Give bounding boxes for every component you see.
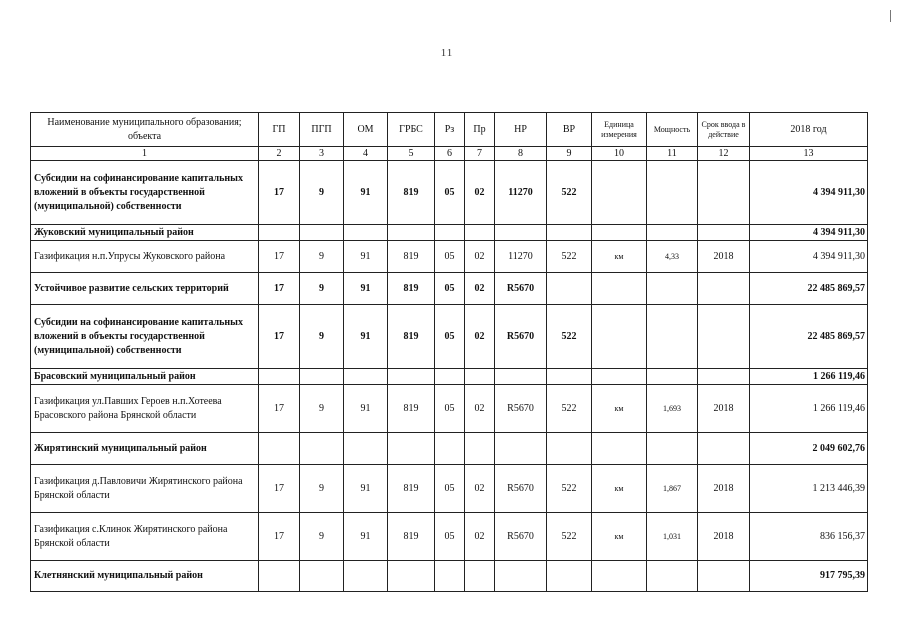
column-header: НР xyxy=(495,113,547,147)
table-cell xyxy=(547,561,592,592)
page-number: 11 xyxy=(440,47,454,59)
table-cell xyxy=(344,561,388,592)
table-cell: 17 xyxy=(259,161,300,225)
table-cell: R5670 xyxy=(495,305,547,369)
table-cell: 11270 xyxy=(495,161,547,225)
object-name-cell: Газификация с.Клинок Жирятинского района Брянской области xyxy=(31,513,259,561)
table-cell: км xyxy=(592,465,647,513)
table-cell: 522 xyxy=(547,513,592,561)
table-cell: 819 xyxy=(388,513,435,561)
table-cell: 1,867 xyxy=(647,465,698,513)
table-cell xyxy=(465,369,495,385)
table-row xyxy=(31,465,868,513)
table-cell: 1,693 xyxy=(647,385,698,433)
table-cell xyxy=(547,433,592,465)
table-cell: 05 xyxy=(435,465,465,513)
table-row xyxy=(31,305,868,369)
table-cell xyxy=(647,225,698,241)
amount-cell: 22 485 869,57 xyxy=(750,273,868,305)
table-cell xyxy=(698,433,750,465)
table-row xyxy=(31,225,868,241)
table-cell xyxy=(495,433,547,465)
table-cell: 17 xyxy=(259,465,300,513)
table-cell xyxy=(388,561,435,592)
table-cell xyxy=(592,305,647,369)
table-cell xyxy=(465,225,495,241)
table-cell: 522 xyxy=(547,305,592,369)
table-cell xyxy=(592,225,647,241)
table-cell xyxy=(344,225,388,241)
table-cell xyxy=(592,273,647,305)
table-row xyxy=(31,513,868,561)
table-cell: 2018 xyxy=(698,241,750,273)
scan-edge-mark xyxy=(890,10,891,22)
column-header: ГРБС xyxy=(388,113,435,147)
column-header: 2018 год xyxy=(750,113,868,147)
table-cell: 05 xyxy=(435,161,465,225)
column-header: ВР xyxy=(547,113,592,147)
table-cell xyxy=(495,225,547,241)
table-cell: 17 xyxy=(259,305,300,369)
table-cell: 9 xyxy=(300,513,344,561)
table-cell: 02 xyxy=(465,465,495,513)
table-cell xyxy=(647,273,698,305)
column-number: 3 xyxy=(300,147,344,161)
column-number: 12 xyxy=(698,147,750,161)
amount-cell: 22 485 869,57 xyxy=(750,305,868,369)
table-cell xyxy=(547,369,592,385)
table-cell: км xyxy=(592,241,647,273)
column-header: Пр xyxy=(465,113,495,147)
amount-cell: 2 049 602,76 xyxy=(750,433,868,465)
table-cell: 819 xyxy=(388,385,435,433)
amount-cell: 4 394 911,30 xyxy=(750,225,868,241)
table-cell: 91 xyxy=(344,305,388,369)
object-name-cell: Жирятинский муниципальный район xyxy=(31,433,259,465)
table-row xyxy=(31,369,868,385)
column-number: 13 xyxy=(750,147,868,161)
table-cell xyxy=(647,433,698,465)
table-cell: 1,031 xyxy=(647,513,698,561)
table-cell xyxy=(698,561,750,592)
table-cell: 9 xyxy=(300,161,344,225)
table-cell: 91 xyxy=(344,241,388,273)
table-cell: 819 xyxy=(388,465,435,513)
table-cell: 2018 xyxy=(698,513,750,561)
table-cell: 4,33 xyxy=(647,241,698,273)
column-header: Единица измерения xyxy=(592,113,647,147)
column-number: 1 xyxy=(31,147,259,161)
table-cell xyxy=(698,161,750,225)
column-number: 9 xyxy=(547,147,592,161)
table-cell xyxy=(547,273,592,305)
table-cell: 05 xyxy=(435,513,465,561)
object-name-cell: Газификация д.Павловичи Жирятинского района Брянской области xyxy=(31,465,259,513)
table-cell: 522 xyxy=(547,161,592,225)
table-cell xyxy=(592,369,647,385)
table-cell xyxy=(698,225,750,241)
table-cell: км xyxy=(592,385,647,433)
table-cell xyxy=(592,561,647,592)
table-cell: 9 xyxy=(300,273,344,305)
column-header: ОМ xyxy=(344,113,388,147)
table-body xyxy=(31,113,868,592)
column-header: ПГП xyxy=(300,113,344,147)
column-number: 4 xyxy=(344,147,388,161)
table-cell xyxy=(388,225,435,241)
table-cell xyxy=(647,369,698,385)
table-cell xyxy=(698,305,750,369)
amount-cell: 4 394 911,30 xyxy=(750,161,868,225)
table-cell xyxy=(435,433,465,465)
budget-table xyxy=(30,112,868,592)
object-name-cell: Субсидии на софинансирование капитальных вложений в объекты государственной (муниципальной) собственности xyxy=(31,305,259,369)
table-cell: 02 xyxy=(465,513,495,561)
table-cell: 9 xyxy=(300,241,344,273)
table-cell: 05 xyxy=(435,385,465,433)
table-cell xyxy=(259,225,300,241)
column-header: Срок ввода в действие xyxy=(698,113,750,147)
table-cell: 02 xyxy=(465,273,495,305)
table-cell: 05 xyxy=(435,241,465,273)
amount-cell: 1 213 446,39 xyxy=(750,465,868,513)
table-cell: 819 xyxy=(388,161,435,225)
column-header: Мощность xyxy=(647,113,698,147)
table-cell xyxy=(300,369,344,385)
table-cell: 11270 xyxy=(495,241,547,273)
column-number: 10 xyxy=(592,147,647,161)
column-header: ГП xyxy=(259,113,300,147)
column-number: 5 xyxy=(388,147,435,161)
header-row xyxy=(31,113,868,147)
table-cell: R5670 xyxy=(495,465,547,513)
column-number: 11 xyxy=(647,147,698,161)
column-number: 8 xyxy=(495,147,547,161)
table-cell xyxy=(647,305,698,369)
table-row xyxy=(31,161,868,225)
table-cell: R5670 xyxy=(495,273,547,305)
column-header: Рз xyxy=(435,113,465,147)
column-header: Наименование муниципального образования; объекта xyxy=(31,113,259,147)
table-cell: 05 xyxy=(435,273,465,305)
table-cell xyxy=(495,369,547,385)
table-cell xyxy=(300,225,344,241)
table-cell: 17 xyxy=(259,241,300,273)
table-row xyxy=(31,433,868,465)
table-cell xyxy=(547,225,592,241)
object-name-cell: Клетнянский муниципальный район xyxy=(31,561,259,592)
table-cell: 02 xyxy=(465,385,495,433)
object-name-cell: Газификация ул.Павших Героев н.п.Хотеева Брасовского района Брянской области xyxy=(31,385,259,433)
table-cell: 91 xyxy=(344,513,388,561)
table-cell: 9 xyxy=(300,465,344,513)
column-number-row xyxy=(31,147,868,161)
table-cell xyxy=(259,369,300,385)
table-cell: 02 xyxy=(465,241,495,273)
table-cell xyxy=(344,369,388,385)
table-cell: 819 xyxy=(388,241,435,273)
object-name-cell: Субсидии на софинансирование капитальных вложений в объекты государственной (муниципальной) собственности xyxy=(31,161,259,225)
table-cell: 522 xyxy=(547,241,592,273)
table-cell: 522 xyxy=(547,465,592,513)
amount-cell: 1 266 119,46 xyxy=(750,385,868,433)
table-cell: 819 xyxy=(388,273,435,305)
column-number: 6 xyxy=(435,147,465,161)
table-cell xyxy=(465,433,495,465)
table-cell xyxy=(698,369,750,385)
table-cell: 05 xyxy=(435,305,465,369)
amount-cell: 836 156,37 xyxy=(750,513,868,561)
table-cell xyxy=(435,225,465,241)
table-cell: 91 xyxy=(344,273,388,305)
table-cell: R5670 xyxy=(495,385,547,433)
table-row xyxy=(31,273,868,305)
table-cell xyxy=(300,433,344,465)
table-cell xyxy=(388,369,435,385)
table-cell xyxy=(592,161,647,225)
amount-cell: 1 266 119,46 xyxy=(750,369,868,385)
table-cell xyxy=(592,433,647,465)
table-row xyxy=(31,561,868,592)
table-cell xyxy=(259,561,300,592)
table-cell: 17 xyxy=(259,385,300,433)
table-cell: 17 xyxy=(259,513,300,561)
table-cell xyxy=(344,433,388,465)
table-cell xyxy=(259,433,300,465)
table-cell: км xyxy=(592,513,647,561)
table-cell xyxy=(647,561,698,592)
table-cell xyxy=(435,561,465,592)
table-cell: 522 xyxy=(547,385,592,433)
table-cell xyxy=(300,561,344,592)
table-row xyxy=(31,241,868,273)
table-cell: 9 xyxy=(300,305,344,369)
table-cell: 2018 xyxy=(698,465,750,513)
table-cell xyxy=(465,561,495,592)
amount-cell: 917 795,39 xyxy=(750,561,868,592)
table-cell xyxy=(647,161,698,225)
table-cell: 9 xyxy=(300,385,344,433)
column-number: 2 xyxy=(259,147,300,161)
table-cell xyxy=(495,561,547,592)
object-name-cell: Устойчивое развитие сельских территорий xyxy=(31,273,259,305)
column-number: 7 xyxy=(465,147,495,161)
amount-cell: 4 394 911,30 xyxy=(750,241,868,273)
object-name-cell: Жуковский муниципальный район xyxy=(31,225,259,241)
object-name-cell: Газификация н.п.Упрусы Жуковского района xyxy=(31,241,259,273)
table-cell: 17 xyxy=(259,273,300,305)
table-row xyxy=(31,385,868,433)
table-cell xyxy=(435,369,465,385)
table-cell: 91 xyxy=(344,385,388,433)
table-cell: R5670 xyxy=(495,513,547,561)
table-cell: 91 xyxy=(344,465,388,513)
table-cell: 2018 xyxy=(698,385,750,433)
table-cell: 02 xyxy=(465,305,495,369)
object-name-cell: Брасовский муниципальный район xyxy=(31,369,259,385)
table-cell: 819 xyxy=(388,305,435,369)
table-cell: 91 xyxy=(344,161,388,225)
table-cell xyxy=(388,433,435,465)
table-cell: 02 xyxy=(465,161,495,225)
table-cell xyxy=(698,273,750,305)
